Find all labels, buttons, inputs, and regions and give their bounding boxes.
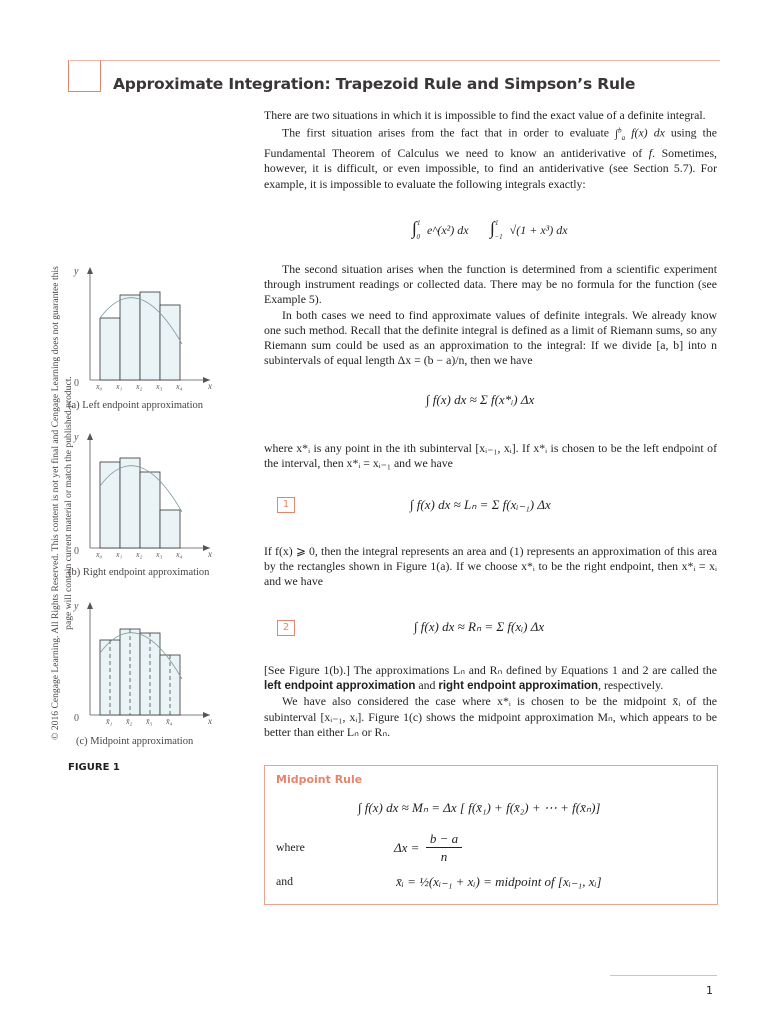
y-label: y: [74, 266, 79, 277]
page-title: Approximate Integration: Trapezoid Rule and Simpson’s Rule: [113, 75, 636, 93]
origin-label: 0: [74, 713, 79, 724]
midpoint-where-label: where: [276, 840, 305, 854]
footer-rule: [610, 975, 717, 976]
tick-x4: x₄: [176, 382, 183, 391]
second-paragraph-1: The second situation arises when the function is determined from a scientific experiment through instrument readings or collected data. There may be no formula for the function (see Example 5).: [264, 262, 717, 307]
delta-x-denominator: n: [440, 849, 448, 864]
second-situation-text: [264, 262, 717, 368]
if-text: If f(x) ⩾ 0, then the integral represents an area and (1) represents an approximation of this area by the rectangles shown in Figure 1(a). If we choose x*ᵢ to be the right endpoint, then x*ᵢ = xᵢ and we have: [264, 544, 717, 589]
riemann-sum-equation: ∫ f(x) dx ≈ Σ f(x*ᵢ) Δx: [426, 392, 535, 407]
second-paragraph-2: In both cases we need to find approximate values of definite integrals. We already know one such method. Recall that the definite integral is defined as a limit of Riemann sums, so any Riemann sum could be used as an approximation to the integral: If we divide [a, b] into n subintervals of equal length Δx = (b − a)/n, then we have: [264, 307, 717, 368]
intro-paragraph-2: The first situation arises from the fact that in order to evaluate ∫$^b_a$ f(x) dx using the Fundamental Theorem of Calculus we need to know an antiderivative of f. Sometimes, however, it is difficult, or even impossible, to find an antiderivative (see Section 5.7). For example, it is impossible to evaluate the following integrals exactly:: [264, 125, 717, 191]
figure-b-right-endpoint: [60, 430, 230, 580]
rect-4: [160, 510, 180, 548]
tick-x3: x₃: [156, 550, 163, 559]
y-label: y: [74, 601, 79, 612]
rect-3: [140, 292, 160, 380]
y-axis-arrow: [87, 602, 93, 609]
origin-label: 0: [74, 546, 79, 557]
tick-x0: x₀: [96, 550, 103, 559]
copyright-side-note: © 2016 Cengage Learning. All Rights Reserved. This content is not yet final and Cengage Learning does not guarantee this page will contain current material or match the published product.: [50, 266, 74, 740]
x-label: x: [208, 716, 212, 726]
tick-x0: x₀: [96, 382, 103, 391]
tick-xbar4: x̄₄: [166, 717, 173, 726]
where-text: where x*ᵢ is any point in the ith subinterval [xᵢ₋₁, xᵢ]. If x*ᵢ is chosen to be the left endpoint of the interval, then x*ᵢ = xᵢ₋₁ and we have: [264, 441, 717, 471]
example-integral-2: ∫$^1_{-1}$ √(1 + x³) dx: [490, 218, 568, 241]
rect-3: [140, 472, 160, 548]
y-axis-arrow: [87, 267, 93, 274]
y-axis-arrow: [87, 433, 93, 440]
approximations-text: [264, 663, 717, 740]
caption-b: (b) Right endpoint approximation: [68, 567, 210, 578]
tick-xbar2: x̄₂: [126, 717, 133, 726]
tick-xbar3: x̄₃: [146, 717, 153, 726]
tick-x3: x₃: [156, 382, 163, 391]
caption-c: (c) Midpoint approximation: [76, 736, 194, 747]
equation-number-1: 1: [277, 497, 295, 513]
figure-label: FIGURE 1: [68, 762, 120, 773]
header-corner-box: [68, 60, 101, 92]
figure-c-midpoint: [60, 597, 230, 737]
rect-2: [120, 295, 140, 380]
example-integral-1: ∫$^1_0$ e^(x²) dx: [412, 218, 469, 241]
see-figure-paragraph: [See Figure 1(b).] The approximations Lₙ and Rₙ defined by Equations 1 and 2 are called the left endpoint approximation and right endpoint approximation, respectively.: [264, 663, 717, 693]
origin-label: 0: [74, 378, 79, 389]
page-number: 1: [706, 984, 713, 997]
figure-a-left-endpoint: [60, 262, 230, 412]
tick-x4: x₄: [176, 550, 183, 559]
header-rule: [70, 60, 720, 61]
rect-1: [100, 318, 120, 380]
tick-x2: x₂: [136, 550, 143, 559]
tick-x1: x₁: [116, 382, 123, 391]
equation-1: ∫ f(x) dx ≈ Lₙ = Σ f(xᵢ₋₁) Δx: [410, 497, 551, 512]
delta-x-lhs: Δx =: [394, 840, 420, 855]
intro-text: [264, 108, 717, 192]
tick-x2: x₂: [136, 382, 143, 391]
tick-x1: x₁: [116, 550, 123, 559]
tick-xbar1: x̄₁: [106, 717, 113, 726]
rect-2: [120, 458, 140, 548]
caption-a: (a) Left endpoint approximation: [68, 400, 203, 411]
equation-2: ∫ f(x) dx ≈ Rₙ = Σ f(xᵢ) Δx: [414, 619, 545, 634]
intro-paragraph-1: There are two situations in which it is impossible to find the exact value of a definite integral.: [264, 108, 706, 122]
midpoint-paragraph: We have also considered the case where x*ᵢ is chosen to be the midpoint x̄ᵢ of the subinterval [xᵢ₋₁, xᵢ]. Figure 1(c) shows the midpoint approximation Mₙ, which appears to be better than either Lₙ or Rₙ.: [264, 694, 717, 739]
midpoint-definition: x̄ᵢ = ½(xᵢ₋₁ + xᵢ) = midpoint of [xᵢ₋₁, xᵢ]: [396, 874, 602, 889]
midpoint-rule-formula: ∫ f(x) dx ≈ Mₙ = Δx [ f(x̄₁) + f(x̄₂) + ⋯ + f(x̄ₙ)]: [358, 800, 601, 815]
midpoint-and-label: and: [276, 874, 294, 888]
x-label: x: [208, 549, 212, 559]
equation-number-2: 2: [277, 620, 295, 636]
y-label: y: [74, 432, 79, 443]
x-label: x: [208, 381, 212, 391]
delta-x-numerator: b − a: [426, 831, 462, 848]
midpoint-rule-title: Midpoint Rule: [276, 773, 363, 786]
